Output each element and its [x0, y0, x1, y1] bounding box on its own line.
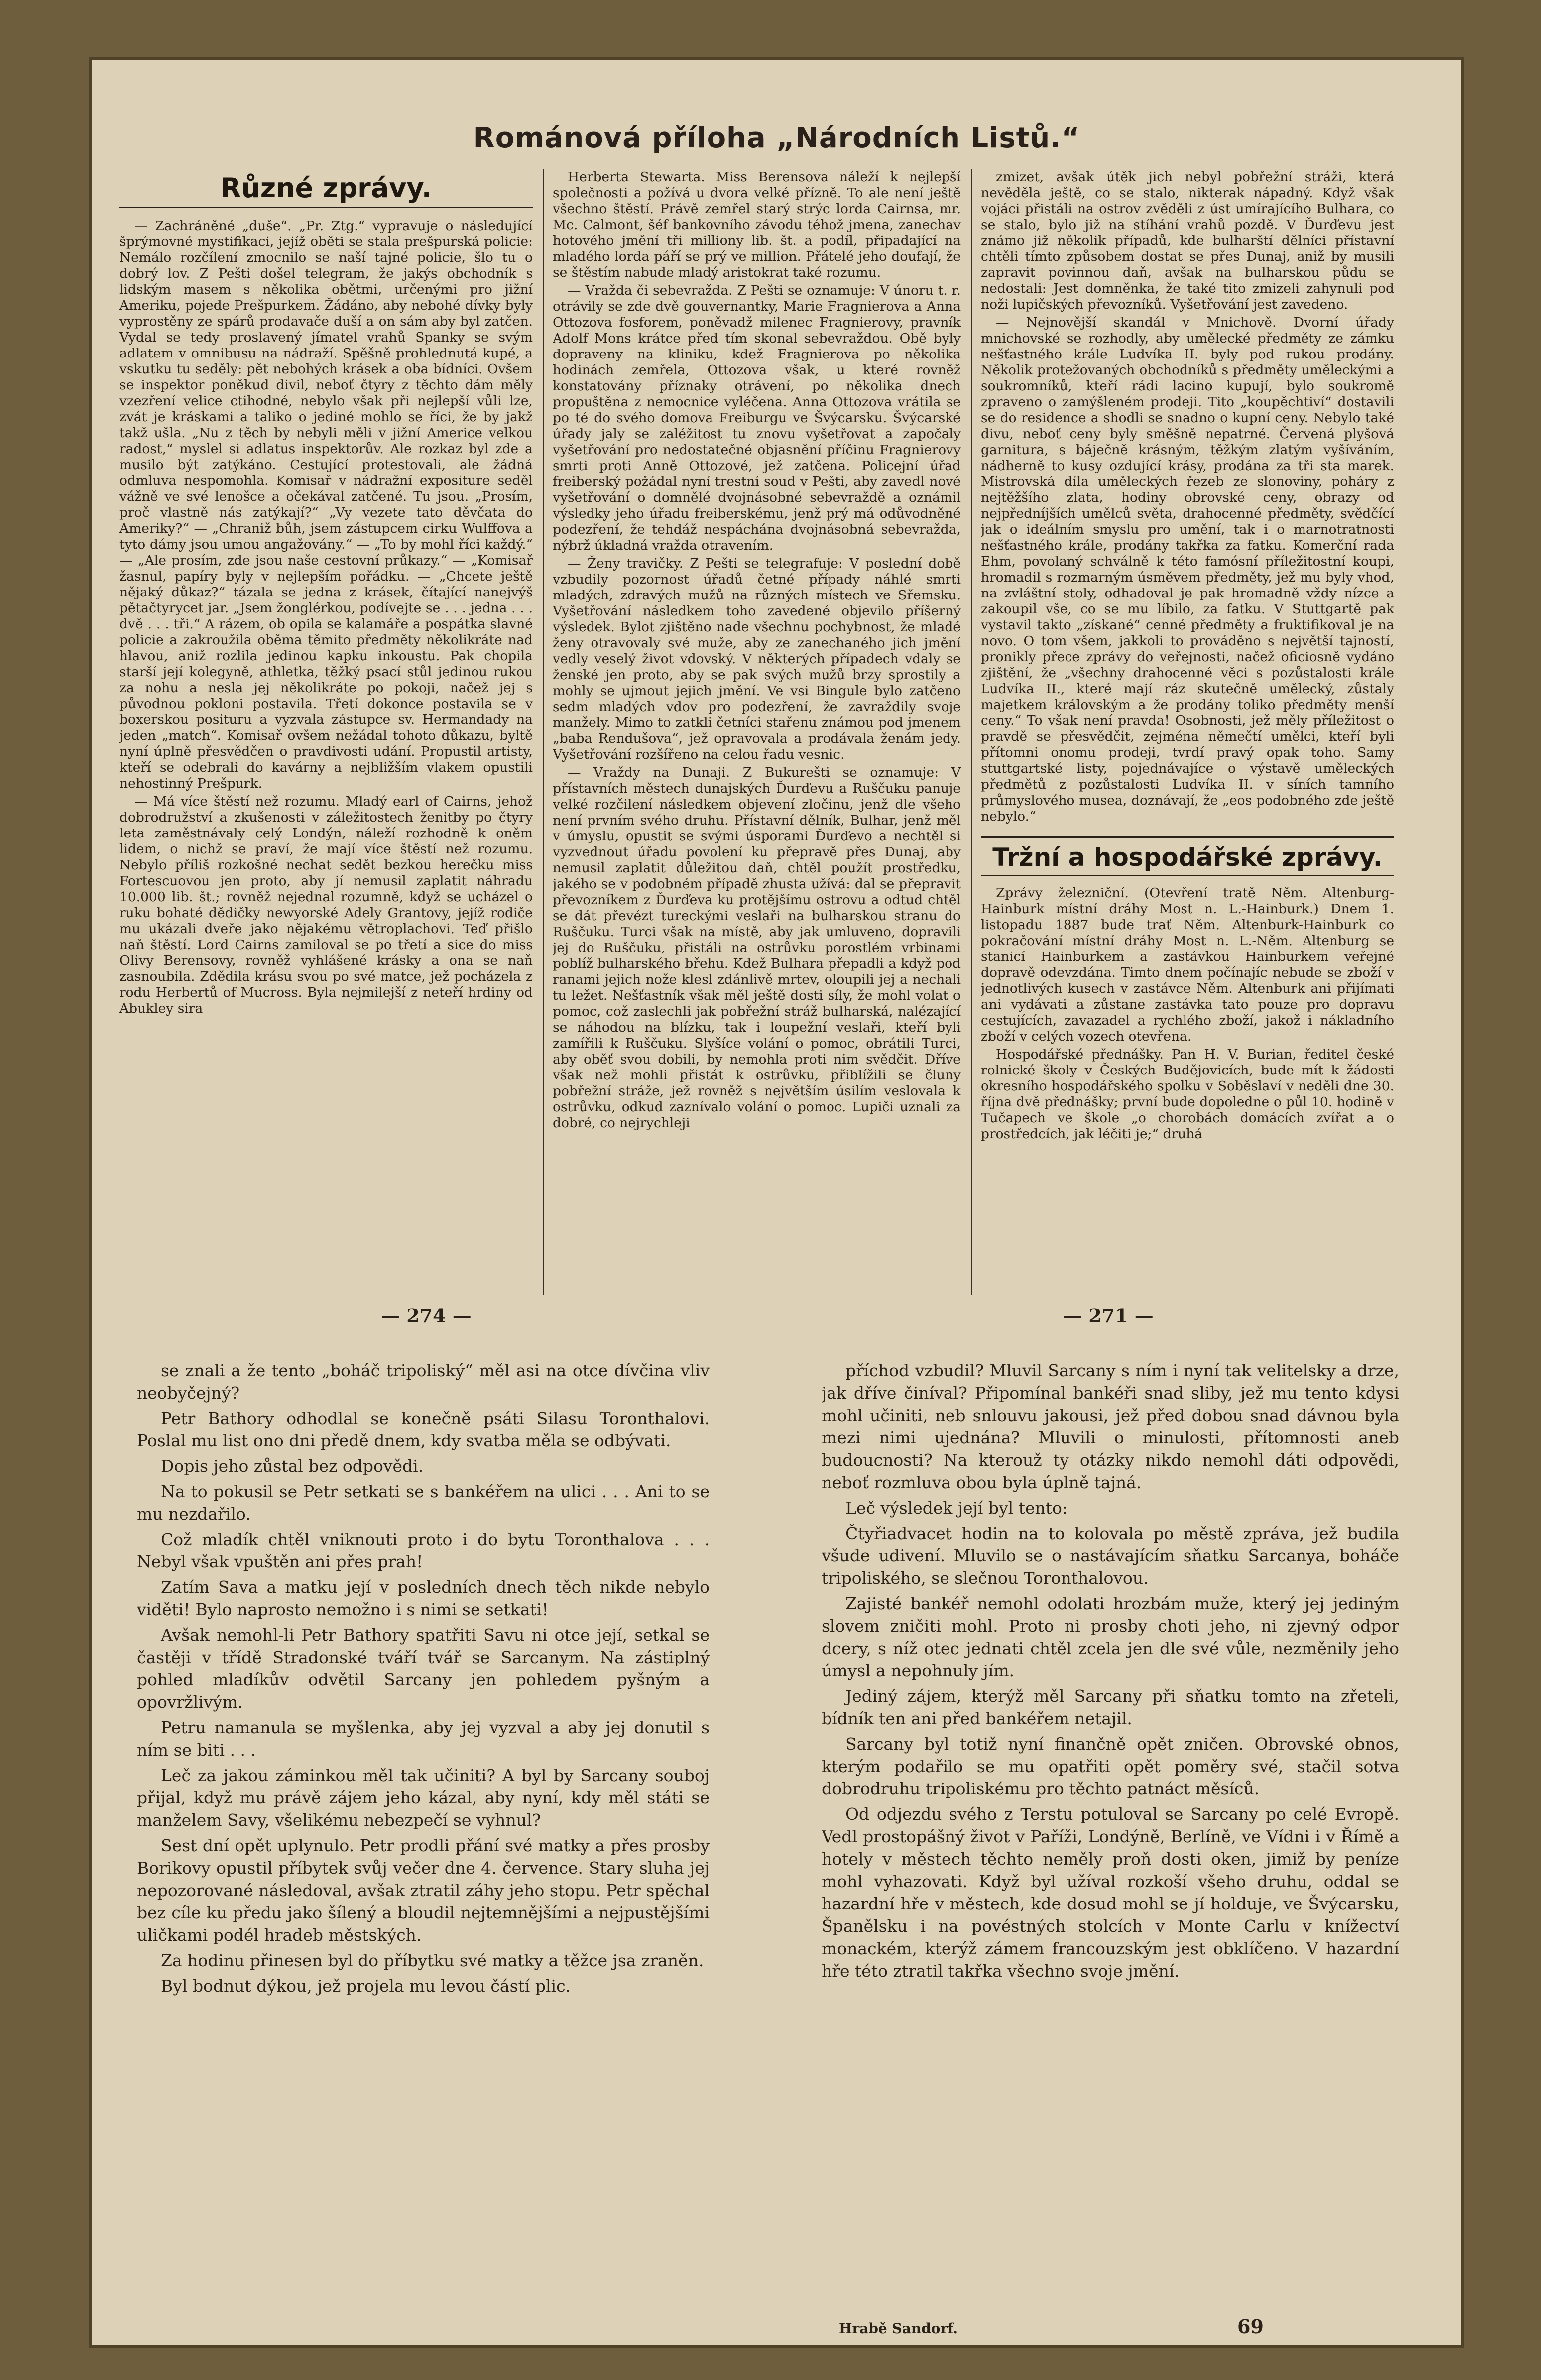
novel-paragraph: Zajisté bankéř nemohl odolati hrozbám muže, který jej jediným slovem zničiti mohl. Proto ni prosby choti jeho, ni zjevný odpor dcery, s níž otec jednati chtěl zcela jen dle své vůle, nezměnily jeho úmysl a nepohnuly jím.: [822, 1594, 1399, 1680]
novel-paragraph: Petru namanula se myšlenka, aby jej vyzval a aby jej donutil s ním se biti . . .: [137, 1718, 710, 1760]
novel-paragraph: Leč výsledek její byl tento:: [845, 1498, 1067, 1518]
novel-paragraph: se znali a že tento „boháč tripoliský“ měl asi na otce dívčina vliv neobyčejný?: [137, 1361, 710, 1403]
article-paragraph: zmizet, avšak útěk jich nebyl pobřežní stráži, která nevěděla ještě, co se stalo, nikterak nápadný. Když však vojáci přistáli na ostrov zvěděli z úst umírajícího Bulhara, co se stalo, bylo již na stíhání vrahů pozdě. V Ďurďevu jest známo již několik případů, kde bulharští dělníci přístavní chtěli tímto způsobem dostat se přes Dunaj, aniž by musili zapravit povinnou daň, avšak na bulharskou půdu se nedostali: Jest domněnka, že také tito zmizeli zahynuli pod noži lupičských převozníků. Vyšetřování jest zavedeno.: [981, 169, 1394, 312]
footer-signature: Hrabě Sandorf.: [839, 2320, 958, 2337]
bottom-column-1: [137, 1359, 710, 2305]
novel-paragraph: Byl bodnut dýkou, jež projela mu levou částí plic.: [161, 1976, 571, 1996]
novel-paragraph: Dopis jeho zůstal bez odpovědi.: [161, 1456, 424, 1476]
novel-paragraph: Leč za jakou záminkou měl tak učiniti? A byl by Sarcany souboj přijal, když mu právě zájem jeho kázal, aby nyní, kdy měl státi se manželem Savy, všelikému nebezpečí se vyhnul?: [137, 1766, 710, 1830]
page-number-right: — 271 —: [1063, 1305, 1154, 1327]
article-paragraph: — Ženy travičky. Z Pešti se telegrafuje: V poslední době vzbudily pozornost úřadů četné případy náhlé smrti mladých, zdravých mužů na různých místech ve Sřemsku. Vyšetřování následkem toho zavedené objevilo příšerný výsledek. Bylot zjištěno nade všechnu pochybnost, že mladé ženy otravovaly své muže, aby ze zanechaného jich jmění vedly veselý život vdovský. V některých případech vdaly se ženské jen proto, aby se pak svých mužů brzy sprostily a mohly se ujmout jejich jmění. Ve vsi Bingule bylo zatčeno sedm mladých vdov pro podezření, že zavraždily svoje manžely. Mimo to zatkli četníci stařenu známou pod jmenem „baba Rendušova“, jež opravovala a prodávala ženám jedy. Vyšetřování rozšířeno na celou řadu vesnic.: [553, 556, 961, 762]
section-title-ruzne-zpravy: Různé zprávy.: [119, 172, 533, 208]
bottom-column-2: [822, 1359, 1399, 2305]
page-number-left: — 274 —: [381, 1305, 472, 1327]
top-column-1: [119, 169, 533, 1344]
footer-page-number: 69: [1237, 2315, 1264, 2338]
novel-paragraph: Na to pokusil se Petr setkati se s bankéřem na ulici . . . Ani to se mu nezdařilo.: [137, 1482, 710, 1524]
top-column-3: [981, 169, 1394, 1344]
article-paragraph: Hospodářské přednášky. Pan H. V. Burian, ředitel české rolnické školy v Českých Budějovicích, bude mít k žádosti okresního hospodářského spolku v Soběslaví v neděli dne 30. října dvě přednášky; první bude dopoledne o půl 10. hodině v Tučapech ve škole „o chorobách domácích zvířat a o prostředcích, jak léčiti je;“ druhá: [981, 1047, 1394, 1142]
novel-paragraph: Jediný zájem, kterýž měl Sarcany při sňatku tomto na zřeteli, bídník ten ani před bankéřem netajil.: [822, 1686, 1399, 1728]
novel-paragraph: Za hodinu přinesen byl do příbytku své matky a těžce jsa zraněn.: [161, 1951, 704, 1970]
column-divider: [971, 169, 972, 1295]
novel-paragraph: Sest dní opět uplynulo. Petr prodli přání své matky a přes prosby Borikovy opustil příbytek svůj večer dne 4. července. Stary sluha jej nepozorované následoval, avšak ztratil záhy jeho stopu. Petr spěchal bez cíle ku předu jako šílený a bloudil nejtemnějšími a nejpustějšími uličkami podél hradeb městských.: [137, 1836, 710, 1945]
top-column-2: [553, 169, 961, 1344]
supplement-header: Románová příloha „Národních Listů.“: [473, 122, 1080, 154]
article-paragraph: — Nejnovější skandál v Mnichově. Dvorní úřady mnichovské se rozhodly, aby umělecké předměty ze zámku nešťastného krále Ludvíka II. byly pod rukou prodány. Několik protežovaných obchodníků s předměty uměleckými a soukromníků, kteří rádi lacino kupují, bylo soukromě zpraveno o zamýšleném prodeji. Tito „koupěchtiví“ dostavili se do residence a shodli se snadno o kupní ceny. Nebylo také divu, neboť ceny byly směšně nepatrné. Červená plyšová garnitura, s báječně krásným, těžkým zlatým vyšíváním, nádherně to kusy ozdující krásy, prodána za tři sta marek. Mistrovská díla uměleckých řezeb ze slonoviny, poháry z nejtěžšího zlata, hodiny obrovské ceny, obrazy od nejpředníjších umělců světa, drahocenné předměty, svědčící jak o ideálním smyslu pro umění, tak i o marnotratnosti nešťastného krále, prodány takřka za fatku. Komerční rada Ehm, povolaný schválně k této famósní příležitostní koupi, hromadil s rozmarným úsměvem předměty, jež mu byly vhod, na zvláštní stoly, odhadoval je pak hromadně vždy nízce a zakoupil vše, co se mu líbilo, za fatku. V Stuttgartě pak vystavil takto „získané“ cenné předměty a fruktifikoval je na novo. O tom všem, jakkoli to prováděno s největší tajností, pronikly přece zprávy do veřejnosti, načež oficiosně vydáno zjištění, že „všechny drahocenné věci s pozůstalosti krále Ludvíka II., které mají ráz skutečně umělecký, zůstaly majetkem královským a že prodány toliko předměty menší ceny.“ To však není pravda! Osobnosti, jež měly příležitost o pravdě se přesvědčit, zejména němečtí umělci, kteří byli přítomni onomu prodeji, tvrdí pravý opak toho. Samy stuttgartské listy, pojednávajíce o výstavě uměleckých předmětů z pozůstalosti Ludvíka II. v síních tamního průmyslového musea, doznávají, že „eos podobného zde ještě nebylo.“: [981, 315, 1394, 824]
article-paragraph: — Vraždy na Dunaji. Z Bukurešti se oznamuje: V přístavních městech dunajských Ďurďevu a Ruščuku panuje velké rozčilení následkem objevení zločinu, jenž dle všeho není prvním svého druhu. Přístavní dělník, Bulhar, jenž měl v úmyslu, opustit se svými úsporami Ďurďevo a nechtěl si vyzvednout úřadu povolení ku přepravě přes Dunaj, aby nemusil zaplatit důležitou daň, chtěl použít prostředku, jakého se v podobném případě zhusta užívá: dal se přepravit převozníkem z Ďurďeva ku protějšímu ostrovu a odtud chtěl se dát převézt tureckými veslaři na bulharskou stranu do Ruščuku. Turci však na místě, aby jak umluveno, dopravili jej do Ruščuku, přistáli na ostrůvku porostlém vrbinami poblíž bulharského břehu. Kdež Bulhara přepadli a když pod ranami jejich nože klesl zdánlivě mrtev, oloupili jej a nechali tu ležet. Nešťastník však měl ještě dosti síly, že mohl volat o pomoc, což zaslechli jak pobřežní stráž bulharská, nalézající se náhodou na blízku, tak i loupežní veslaři, kteří byli zamířili k Ruščuku. Slyšíce volání o pomoc, obrátili Turci, aby oběť svou dobili, by nemohla proti nim svědčit. Dříve však než mohli přistát k ostrůvku, přiblížili se čluny pobřežní stráže, jež rovněž s největším úsilím veslovala k ostrůvku, odkud zaznívalo volání o pomoc. Lupiči uznali za dobré, co nejrychleji: [553, 765, 961, 1131]
article-paragraph: — Zachráněné „duše“. „Pr. Ztg.“ vypravuje o následující šprýmovné mystifikaci, jejíž oběti se stala prešpurská policie: Nemálo rozčílení zmocnilo se naší tajné policie, šlo tu o dobrý lov. Z Pešti došel telegram, že jakýs obchodník s lidským masem s několika obětmi, určenými pro jižní Ameriku, pojede Prešpurkem. Žádáno, aby nebohé dívky byly vyprostěny ze spárů prodavače duší a on sám aby byl zatčen. Vydal se tedy proslavený jímatel vrahů Spanky se svým adlatem v omnibusu na nádraží. Spěšně prohlednutá kupé, a vskutku tu seděly: pět nebohých krásek a oba bídníci. Ovšem se inspektor poněkud divil, neboť čtyry z těchto dám měly vzezření velice ctihodné, nebylo však při nejlepší vůli lze, zvát je kráskami a taliko o jediné mohlo se říci, že by jakž takž ušla. „Nu z těch by nebyli měli v jižní Americe velkou radost,“ myslel si adlatus inspektorův. Ale rozkaz byl zde a musilo být zatýkáno. Cestující protestovali, ale žádná odmluva nespomohla. Komisař v nádražní expositure seděl vážně ve své lenošce a očekával zatčené. Tu jsou. „Prosím, proč vlastně nás zatýkají?“ „Vy vezete tato děvčata do Ameriky?“ — „Chraniž bůh, jsem zástupcem cirku Wulffova a tyto dámy jsou umou angažovány.“ — „To by mohl říci každý.“ — „Ale prosím, zde jsou naše cestovní průkazy.“ — „Komisař žasnul, papíry byly v nejlepším pořádku. — „Chcete ještě nějaký důkaz?“ tázala se jedna z krásek, čítající nanejvýš pětačtyrycet jar. „Jsem žonglérkou, podívejte se . . . jedna . . . dvě . . . tři.“ A rázem, ob opila se kalamáře a pospátka slavné policie a zakroužila oběma těmito předměty několikráte nad hlavou, aniž rozlila jedinou kapku inkoustu. Pak chopila starší její kolegyně, athletka, těžký psací stůl jedinou rukou za nohu a nesla jej několikráte po pokoji, načež jej s původnou pokloni postavila. Třetí dokonce postavila se v boxerskou posituru a vyzvala zástupce sv. Hermandady na jeden „match“. Komisař ovšem nežádal tohoto důkazu, byltě nyní úplně přesvědčen o pravdivosti udání. Propustil artisty, kteří se odebrali do kavárny a nejbližším vlakem opustili nehostinný Prešpurk.: [119, 218, 533, 791]
novel-paragraph: Od odjezdu svého z Terstu potuloval se Sarcany po celé Evropě. Vedl prostopášný život v Paříži, Londýně, Berlíně, ve Vídni i v Římě a hotely v městech těchto neměly proň dosti oken, jimiž by peníze mohl vyhazovati. Když byl užíval rozkoší všeho druhu, oddal se hazardní hře v městech, kde dosud mohl se jí holduje, ve Švýcarsku, Španělsku i na povéstných stolcích v Monte Carlu v knížectví monackém, kterýž zámem francouzským jest obklíčeno. V hazardní hře této ztratil takřka všechno svoje jmění.: [822, 1804, 1399, 1981]
column-divider: [543, 169, 544, 1295]
novel-paragraph: příchod vzbudil? Mluvil Sarcany s ním i nyní tak velitelsky a drze, jak dříve činíval? Připomínal bankéři snad sliby, jež mu tento kdysi mohl učiniti, neb snlouvu jakousi, jež před dobou snad dávnou byla mezi nimi ujednána? Mluvili o minulosti, přítomnosti aneb budoucnosti? Na kterouž ty otázky nikdo nemohl dáti odpovědi, neboť rozmluva obou byla úplně tajná.: [822, 1361, 1399, 1492]
newspaper-page: [92, 60, 1461, 2345]
section-title-trzni-zpravy: Tržní a hospodářské zprávy.: [981, 836, 1394, 876]
article-paragraph: — Má více štěstí než rozumu. Mladý earl of Cairns, jehož dobrodružství a zkušenosti v záležitostech ženitby po čtyry leta zaměstnávaly celý Londýn, náleží rozhodně k oněm lidem, o nichž se praví, že mají více štěstí než rozumu. Nebylo příliš rozkošné nechat sedět bezkou herečku miss Fortescuovou jen proto, aby jí nemusil zaplatit náhradu 10.000 lib. št.; rovněž nejednal rozumně, když se ucházel o ruku bohaté dědičky newyorské Adely Grantovy, jejíž rodiče mu ukázali dveře jako nějakému větroplachovi. Teď přišlo naň štěstí. Lord Cairns zamiloval se po třetí a sice do miss Olivy Berensovy, rovněž vyhlášené krásky a ona se naň zasnoubila. Zdědila krásu svou po své matce, jež pocházela z rodu Herbertů of Mucross. Byla nejmilejší z neteří hrdiny od Abukley sira: [119, 794, 533, 1016]
novel-paragraph: Avšak nemohl-li Petr Bathory spatřiti Savu ni otce její, setkal se častěji v třídě Stradonské tváří tvář se Sarcanym. Na zástiplný pohled mladíkův odvětil Sarcany jen pohledem pyšným a opovržlivým.: [137, 1625, 710, 1712]
novel-paragraph: Sarcany byl totiž nyní finančně opět zničen. Obrovské obnos, kterým podařilo se mu opatřiti opět poměry své, stačil sotva dobrodruhu tripoliskému pro těchto patnáct měsíců.: [822, 1734, 1399, 1798]
article-paragraph: — Vražda či sebevražda. Z Pešti se oznamuje: V únoru t. r. otrávily se zde dvě gouvernantky, Marie Fragnierova a Anna Ottozova fosforem, poněvadž milenec Fragnierovy, pravník Adolf Mons krátce před tím skonal sebevraždou. Obě byly dopraveny na kliniku, kdež Fragnierova po několika hodinách zemřela, Ottozova však, u které rovněž konstatovány příznaky otrávení, po několika dnech propuštěna z nemocnice vyléčena. Anna Ottozova vrátila se po té do svého domova Freiburgu ve Švýcarsku. Švýcarské úřady jaly se zaléžitost tu znovu vyšetřovat a započaly vyšetřování pro nedostatečné objasnění příčinu Fragnierovy smrti proti Anně Ottozové, jež zatčena. Policejní úřad freiberský požádal nyní trestní soud v Pešti, aby zavedl nové vyšetřování o domnělé dvojnásobné sebevraždě a oznámil výsledky jeho úřadu freiberskému, jenž prý má odůvodněné podezření, že tehdáž nespáchána dvojnásobná sebevražda, nýbrž úkladná vražda otravením.: [553, 283, 961, 553]
article-paragraph: Herberta Stewarta. Miss Berensova náleží k nejlepší společnosti a požívá u dvora velké přízně. To ale není ještě všechno štěstí. Právě zemřel starý strýc lorda Cairnsa, mr. Mc. Calmont, šéf bankovního závodu téhož jmena, zanechav hotového jmění tři milliony lib. št. a podíl, připadající na mladého lorda páří se prý ve million. Přátelé jeho doufají, že se štěstím nabude mladý aristokrat také rozumu.: [553, 169, 961, 280]
novel-paragraph: Což mladík chtěl vniknouti proto i do bytu Toronthalova . . . Nebyl však vpuštěn ani přes prah!: [137, 1530, 710, 1571]
novel-paragraph: Zatím Sava a matku její v posledních dnech těch nikde nebylo viděti! Bylo naprosto nemožno i s nimi se setkati!: [137, 1577, 710, 1619]
novel-paragraph: Petr Bathory odhodlal se konečně psáti Silasu Toronthalovi. Poslal mu list ono dni předě dnem, kdy svatba měla se odbývati.: [137, 1409, 710, 1450]
article-paragraph: Zprávy železniční. (Otevření tratě Něm. Altenburg-Hainburk místní dráhy Most n. L.-Hainburk.) Dnem 1. listopadu 1887 bude trať Něm. Altenburk-Hainburk co pokračování místní dráhy Most n. L.-Něm. Altenburg se stanicí Hainburkem a zastávkou Hainburkem veřejné dopravě odevzdána. Timto dnem počínajíc nebude se zboží v jednotlivých kusech v zastávce Něm. Altenburk ani přijímati ani vydávati a zůstane zastávka tato pouze pro dopravu cestujících, zavazadel a rychlého zboží, jakož i nákladního zboží v celých vozech otevřena.: [981, 885, 1394, 1044]
novel-paragraph: Čtyřiadvacet hodin na to kolovala po městě zpráva, jež budila všude udivení. Mluvilo se o nastávajícím sňatku Sarcanya, boháče tripoliského, se slečnou Toronthalovou.: [822, 1524, 1399, 1588]
